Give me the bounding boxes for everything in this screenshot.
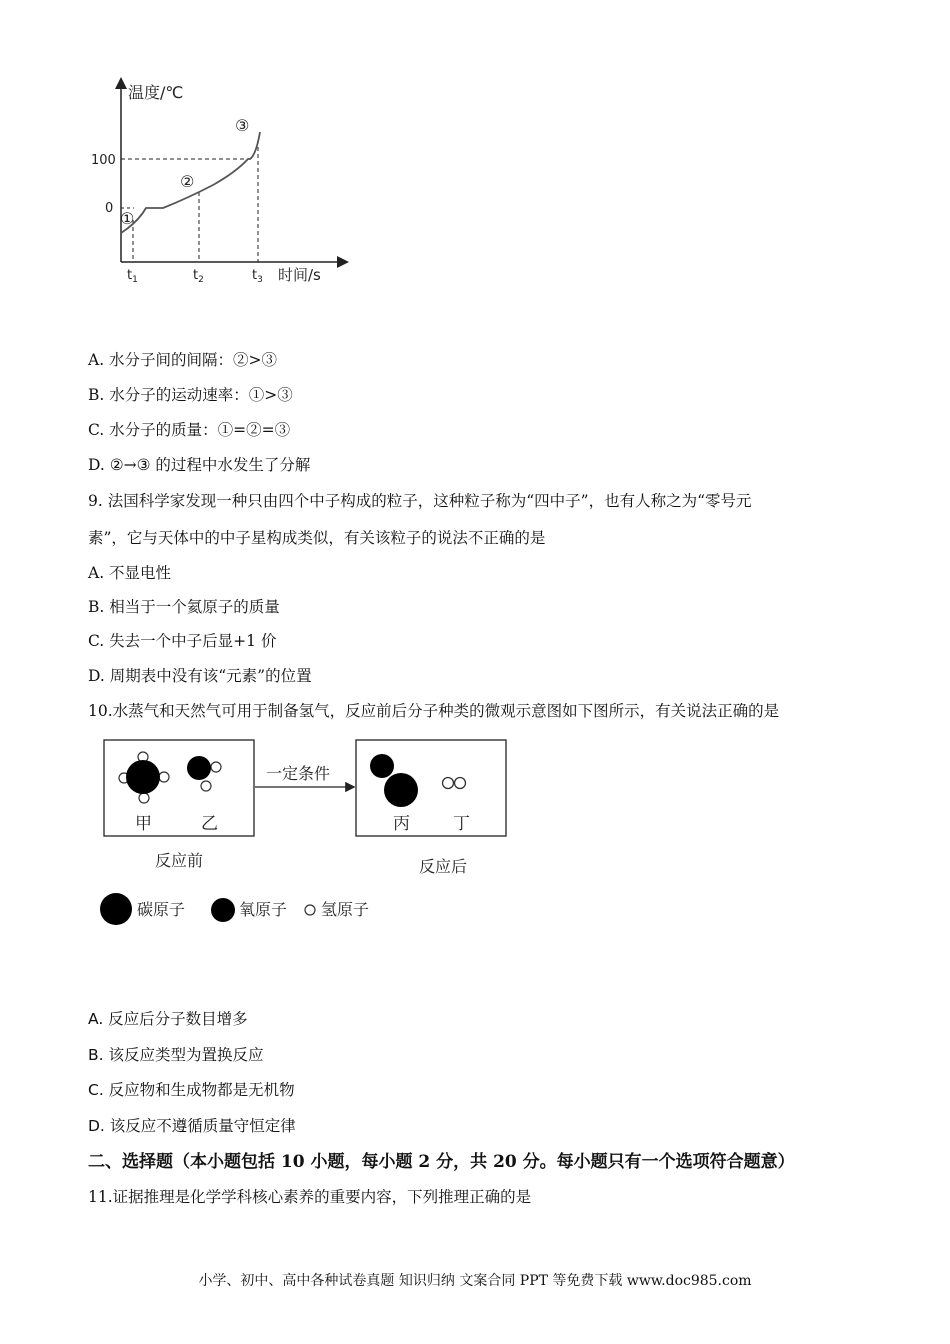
label-yi: 乙: [201, 814, 218, 834]
legend-oxygen-icon: [211, 898, 235, 922]
q10-option-c: C. 反应物和生成物都是无机物: [88, 1081, 295, 1099]
t3-label: $t_3$: [252, 268, 263, 285]
q9-option-c: C. 失去一个中子后显+1 价: [88, 632, 277, 650]
label-ding: 丁: [453, 814, 470, 834]
reaction-diagram: [95, 735, 515, 935]
q8-option-a: A. 水分子间的间隔：②>③: [88, 351, 278, 369]
temperature-time-graph: [88, 70, 368, 290]
section-2-heading: 二、选择题（本小题包括 10 小题，每小题 2 分，共 20 分。每小题只有一个选项符合题意）: [88, 1152, 795, 1172]
tick-0: 0: [105, 201, 114, 216]
x-axis-label: 时间/s: [278, 266, 321, 284]
water-molecule: [187, 756, 221, 791]
arrow-label: 一定条件: [266, 764, 331, 783]
q11-stem: 11.证据推理是化学学科核心素养的重要内容，下列推理正确的是: [88, 1188, 532, 1206]
legend-hydrogen-icon: [305, 905, 315, 915]
t2-label: $t_2$: [193, 268, 204, 285]
label-bing: 丙: [393, 814, 410, 834]
h2-molecule: [443, 778, 466, 789]
legend-carbon-label: 碳原子: [137, 900, 186, 919]
methane-molecule: [119, 752, 169, 803]
q8-option-d: D. ②→③ 的过程中水发生了分解: [88, 456, 311, 474]
q9-option-b: B. 相当于一个氦原子的质量: [88, 598, 280, 616]
page-footer: 小学、初中、高中各种试卷真题 知识归纳 文案合同 PPT 等免费下载 www.doc985.com: [198, 1273, 752, 1289]
q9-option-d: D. 周期表中没有该“元素”的位置: [88, 667, 312, 685]
tick-100: 100: [91, 153, 116, 168]
after-label: 反应后: [419, 857, 468, 876]
q9-option-a: A. 不显电性: [88, 564, 172, 582]
before-box: [104, 740, 254, 836]
t1-label: $t_1$: [127, 268, 138, 285]
y-axis-label: 温度/℃: [128, 83, 184, 102]
label-jia: 甲: [135, 814, 152, 834]
co-molecule: [370, 754, 418, 807]
q8-option-c: C. 水分子的质量：①=②=③: [88, 421, 291, 439]
q10-option-b: B. 该反应类型为置换反应: [88, 1046, 264, 1064]
q10-option-d: D. 该反应不遵循质量守恒定律: [88, 1117, 296, 1135]
legend-carbon-icon: [100, 893, 132, 925]
q8-option-b: B. 水分子的运动速率：①>③: [88, 386, 293, 404]
legend-hydrogen-label: 氢原子: [321, 900, 370, 919]
marker-3: ③: [235, 116, 250, 135]
marker-2: ②: [180, 172, 195, 191]
q9-stem-line1: 9. 法国科学家发现一种只由四个中子构成的粒子，这种粒子称为“四中子”，也有人称之为“零号元: [88, 492, 752, 510]
q10-option-a: A. 反应后分子数目增多: [88, 1010, 248, 1028]
after-box: [356, 740, 506, 836]
legend-oxygen-label: 氧原子: [239, 900, 288, 919]
q10-stem: 10.水蒸气和天然气可用于制备氢气，反应前后分子种类的微观示意图如下图所示，有关说法正确的是: [88, 702, 780, 720]
q9-stem-line2: 素”，它与天体中的中子星构成类似，有关该粒子的说法不正确的是: [88, 529, 546, 547]
before-label: 反应前: [155, 851, 204, 870]
marker-1: ①: [120, 209, 135, 228]
